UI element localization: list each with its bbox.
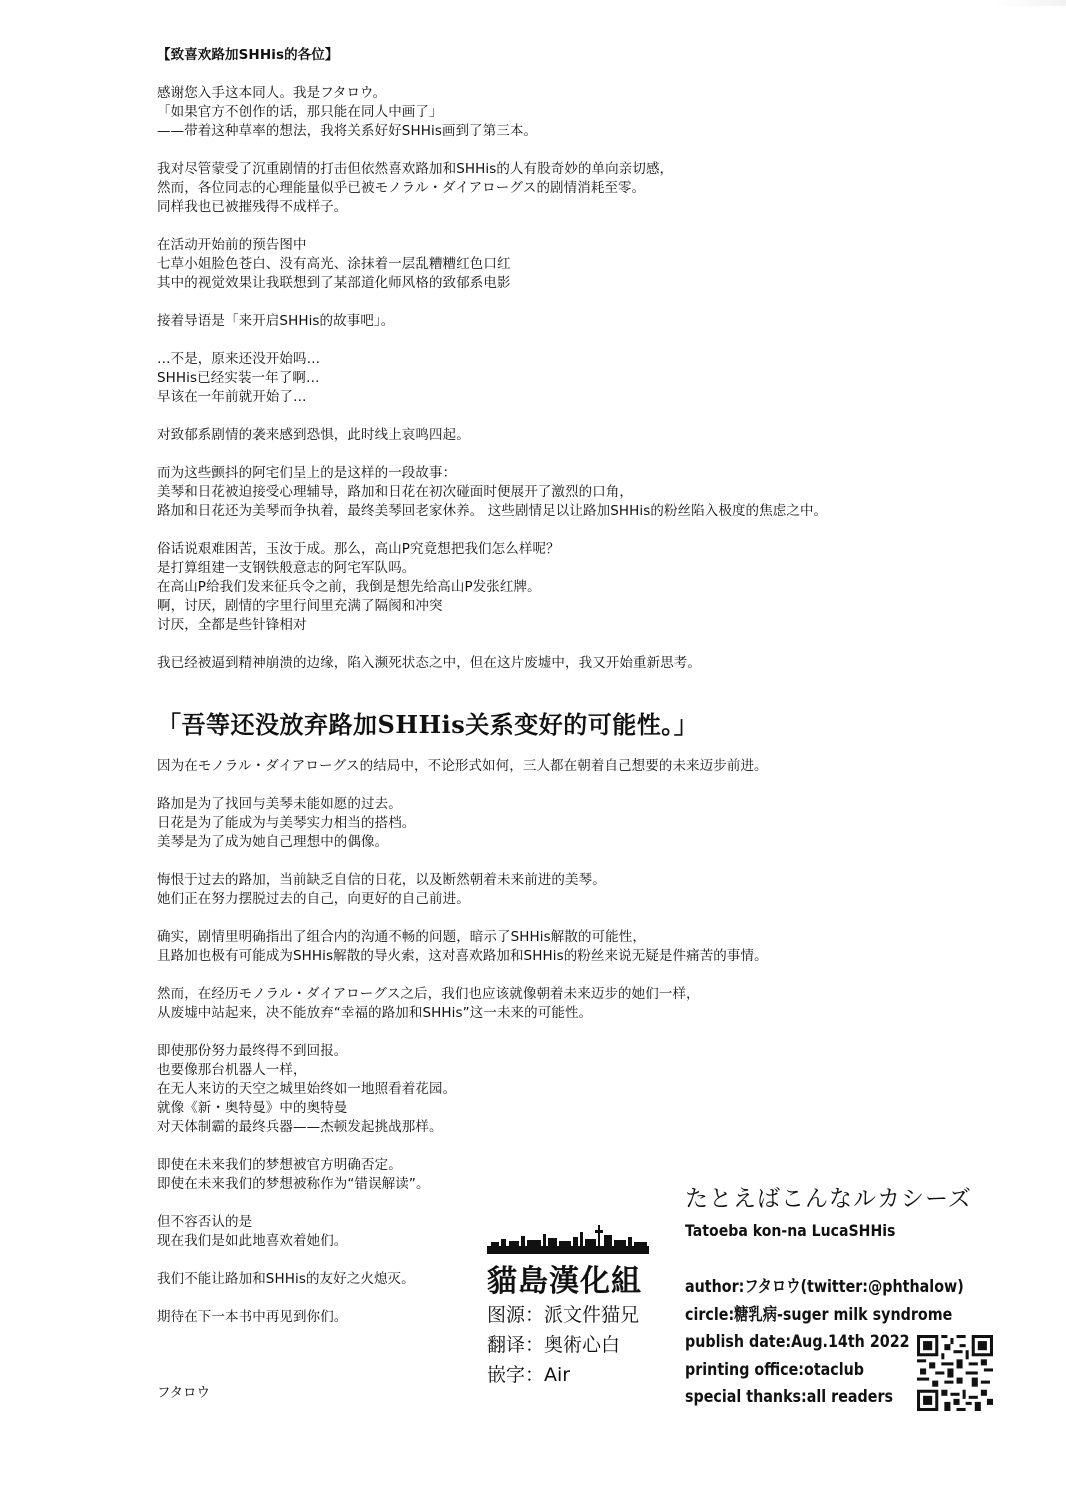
upper-paragraph	[157, 84, 877, 141]
circle-line: circle:糖乳病-suger milk syndrome	[685, 1304, 953, 1325]
text-line: 也要像那台机器人一样，	[157, 1062, 307, 1078]
text-line: 在高山P给我们发来征兵令之前，我倒是想先给高山P发张红牌。	[157, 579, 541, 595]
credit-translation: 翻译：奥術心白	[487, 1334, 621, 1356]
text-line: 且路加也极有可能成为SHHis解散的导火索，这对喜欢路加和SHHis的粉丝来说无疑是件痛苦的事情。	[157, 948, 768, 964]
text-line: 但不容否认的是	[157, 1214, 253, 1230]
text-line: 对天体制霸的最终兵器——杰顿发起挑战那样。	[157, 1119, 443, 1135]
afterword-heading: 【致喜欢路加SHHis的各位】	[157, 47, 339, 63]
text-line: 美琴和日花被迫接受心理辅导，路加和日花在初次碰面时便展开了激烈的口角，	[157, 484, 633, 500]
upper-paragraph	[157, 426, 877, 445]
text-line: 是打算组建一支钢铁般意志的阿宅军队吗。	[157, 560, 416, 576]
text-line: 我对尽管蒙受了沉重剧情的打击但依然喜欢路加和SHHis的人有股奇妙的单向亲切感，	[157, 161, 674, 177]
text-line: 即使那份努力最终得不到回报。	[157, 1043, 348, 1059]
text-line: 然而，在经历モノラル・ダイアローグス之后，我们也应该就像朝着未来迈步的她们一样，	[157, 986, 700, 1002]
signature: フタロウ	[157, 1385, 211, 1401]
upper-paragraph	[157, 160, 877, 217]
text-line: 悔恨于过去的路加，当前缺乏自信的日花，以及断然朝着未来前进的美琴。	[157, 872, 606, 888]
text-line: 俗话说艰难困苦，玉汝于成。那么，高山P究竟想把我们怎么样呢？	[157, 541, 560, 557]
text-line: SHHis已经实装一年了啊…	[157, 370, 320, 386]
text-line: 就像《新・奥特曼》中的奥特曼	[157, 1100, 348, 1116]
scan-edge	[996, 0, 1066, 6]
lower-paragraph	[157, 1042, 877, 1137]
printing-office-line: printing office:otaclub	[685, 1359, 865, 1380]
text-line: 「如果官方不创作的话，那只能在同人中画了」	[157, 104, 443, 120]
text-line: 确实，剧情里明确指出了组合内的沟通不畅的问题，暗示了SHHis解散的可能性，	[157, 929, 646, 945]
lower-paragraph	[157, 985, 877, 1023]
text-line: 然而，各位同志的心理能量似乎已被モノラル・ダイアローグス的剧情消耗至零。	[157, 180, 646, 196]
text-line: 讨厌，全都是些针锋相对	[157, 617, 307, 633]
ship-skyline-logo	[487, 1222, 649, 1254]
upper-paragraph	[157, 350, 877, 407]
text-line: 啊，讨厌，剧情的字里行间里充满了隔阂和冲突	[157, 598, 443, 614]
upper-paragraph	[157, 540, 877, 635]
lower-paragraph	[157, 795, 877, 852]
text-line: 期待在下一本书中再见到你们。	[157, 1309, 348, 1325]
credit-typesetting: 嵌字：Air	[487, 1364, 571, 1386]
text-line: 她们正在努力摆脱过去的自己，向更好的自己前进。	[157, 891, 470, 907]
book-title-japanese: たとえばこんなルカシーズ	[685, 1186, 972, 1212]
book-title-romaji: Tatoeba kon-na LucaSHHis	[685, 1221, 896, 1240]
text-line: 在活动开始前的预告图中	[157, 237, 307, 253]
text-line: 同样我也已被摧残得不成样子。	[157, 199, 348, 215]
upper-paragraph	[157, 654, 877, 673]
text-line: 即使在未来我们的梦想被称作为“错误解读”。	[157, 1176, 430, 1192]
lower-paragraph	[157, 757, 877, 776]
author-line: author:フタロウ(twitter:@phthalow)	[685, 1277, 964, 1297]
text-line: 在无人来访的天空之城里始终如一地照看着花园。	[157, 1081, 457, 1097]
text-line: 现在我们是如此地喜欢着她们。	[157, 1233, 348, 1249]
publish-date-line: publish date:Aug.14th 2022	[685, 1332, 910, 1352]
text-line: …不是，原来还没开始吗…	[157, 351, 321, 367]
afterword-upper	[157, 46, 877, 692]
text-line: 美琴是为了成为她自己理想中的偶像。	[157, 834, 389, 850]
credit-source: 图源：派文件猫兄	[487, 1304, 640, 1326]
scanlation-group	[487, 1222, 667, 1390]
text-line: 接着导语是「来开启SHHis的故事吧」。	[157, 313, 395, 329]
pull-quote: 「吾等还没放弃路加SHHis关系变好的可能性。」	[157, 710, 699, 739]
upper-paragraph	[157, 312, 877, 331]
upper-paragraphs	[157, 84, 877, 673]
text-line: 从废墟中站起来，决不能放弃“幸福的路加和SHHis”这一未来的可能性。	[157, 1005, 593, 1021]
text-line: 我已经被逼到精神崩溃的边缘，陷入濒死状态之中，但在这片废墟中，我又开始重新思考。	[157, 655, 701, 671]
qr-code-icon	[917, 1335, 993, 1411]
text-line: 日花是为了能成为与美琴实力相当的搭档。	[157, 815, 416, 831]
upper-paragraph	[157, 236, 877, 293]
text-line: 路加是为了找回与美琴未能如愿的过去。	[157, 796, 402, 812]
text-line: 因为在モノラル・ダイアローグス的结局中，不论形式如何，三人都在朝着自己想要的未来迈步前进。	[157, 758, 768, 774]
text-line: 我们不能让路加和SHHis的友好之火熄灭。	[157, 1271, 415, 1287]
lower-paragraph	[157, 871, 877, 909]
text-line: 其中的视觉效果让我联想到了某部道化师风格的致郁系电影	[157, 275, 511, 291]
text-line: 早该在一年前就开始了…	[157, 389, 307, 405]
text-line: 即使在未来我们的梦想被官方明确否定。	[157, 1157, 402, 1173]
text-line: 感谢您入手这本同人。我是フタロウ。	[157, 85, 387, 101]
text-line: 路加和日花还为美琴而争执着，最终美琴回老家休养。 这些剧情足以让路加SHHis的粉丝陷入极度的焦虑之中。	[157, 503, 828, 519]
special-thanks-line: special thanks:all readers	[685, 1387, 893, 1407]
upper-paragraph	[157, 464, 877, 521]
group-name: 貓島漢化組	[487, 1264, 642, 1299]
text-line: 对致郁系剧情的袭来感到恐惧，此时线上哀鸣四起。	[157, 427, 470, 443]
text-line: 而为这些颤抖的阿宅们呈上的是这样的一段故事：	[157, 465, 457, 481]
text-line: 七草小姐脸色苍白、没有高光、涂抹着一层乱糟糟红色口红	[157, 256, 511, 272]
lower-paragraph	[157, 928, 877, 966]
text-line: ——带着这种草率的想法，我将关系好好SHHis画到了第三本。	[157, 123, 538, 139]
header-paragraph	[157, 46, 877, 65]
